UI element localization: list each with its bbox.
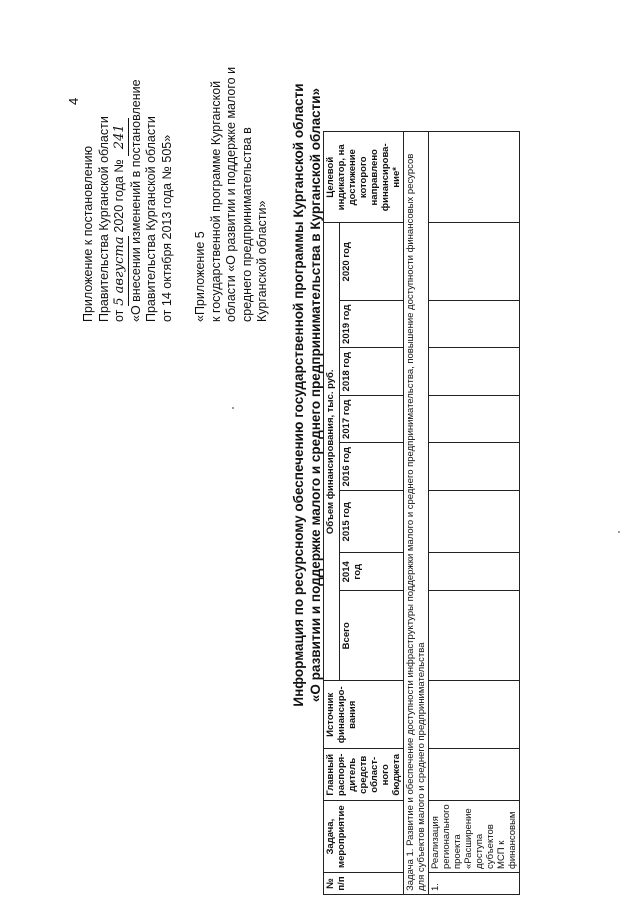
appendix-line-6: от 14 октября 2013 года № 505»	[159, 134, 174, 322]
empty-cell	[429, 443, 520, 491]
header-2020: 2020 год	[340, 223, 404, 301]
appendix-line-5: Правительства Курганской области	[144, 116, 158, 322]
handwritten-date: 5 августа	[112, 236, 127, 306]
row-num: 1.	[429, 873, 520, 895]
empty-cell	[429, 301, 520, 348]
header-total: Всего	[340, 591, 404, 681]
date-prefix: от	[112, 309, 126, 322]
header-num: № п/п	[324, 873, 404, 895]
header-2019: 2019 год	[340, 301, 404, 348]
appendix-line-2: Правительства Курганской области	[96, 116, 111, 322]
title-line-2: «О развитии и поддержке малого и среднего предпринимательства в Курганской области»	[308, 87, 323, 703]
header-2018: 2018 год	[340, 348, 404, 396]
header-2014: 2014 год	[340, 553, 404, 591]
header-indicator: Целевой индикатор, на достижение которого направлено финансирова- ние*	[324, 132, 404, 223]
annex-line-1: «Приложение 5	[193, 231, 207, 322]
header-2016: 2016 год	[340, 443, 404, 491]
empty-cell	[429, 223, 520, 301]
task-1-row: Задача 1. Развитие и обеспечение доступности инфраструктуры поддержки малого и среднего предпринимательства, повышение доступности финансовых ресурсов для субъектов малого и среднего предпринимательства	[404, 132, 429, 895]
annex-header	[193, 22, 271, 322]
scan-speck	[232, 407, 234, 409]
empty-cell	[429, 553, 520, 591]
page-number: 4	[66, 97, 81, 105]
annex-line-5: Курганской области»	[255, 200, 269, 322]
empty-cell	[429, 396, 520, 443]
empty-cell	[429, 132, 520, 223]
header-manager: Главный распоря- дитель средств област- ного бюджета	[324, 749, 404, 801]
scan-speck	[618, 531, 620, 533]
empty-cell	[429, 591, 520, 681]
appendix-line-4: «О внесении изменений в постановление	[128, 79, 143, 322]
row-measure-name: Реализация регионального проекта «Расширение доступа субъектов МСП к финансовым	[429, 801, 520, 873]
date-year: 2020 года №	[112, 159, 126, 233]
resource-table	[323, 131, 520, 895]
document-title	[290, 15, 324, 775]
empty-cell	[429, 348, 520, 396]
empty-cell	[429, 749, 520, 801]
header-source: Источник финансиро- вания	[324, 681, 404, 749]
empty-cell	[429, 681, 520, 749]
annex-line-4: среднего предпринимательства в	[239, 127, 254, 322]
header-volume: Объем финансирования, тыс. руб.	[324, 223, 340, 681]
appendix-header	[81, 22, 175, 322]
appendix-date-line	[112, 22, 129, 322]
appendix-line-1: Приложение к постановлению	[81, 146, 95, 322]
title-line-1: Информация по ресурсному обеспечению государственной программы Курганской области	[291, 83, 306, 707]
header-2017: 2017 год	[340, 396, 404, 443]
header-2015: 2015 год	[340, 491, 404, 553]
header-task: Задача, мероприятие	[324, 801, 404, 873]
handwritten-number: 241	[112, 118, 129, 156]
annex-line-2: к государственной программе Курганской	[208, 80, 223, 322]
empty-cell	[429, 491, 520, 553]
annex-line-3: области «О развитии и поддержке малого и	[224, 66, 238, 322]
